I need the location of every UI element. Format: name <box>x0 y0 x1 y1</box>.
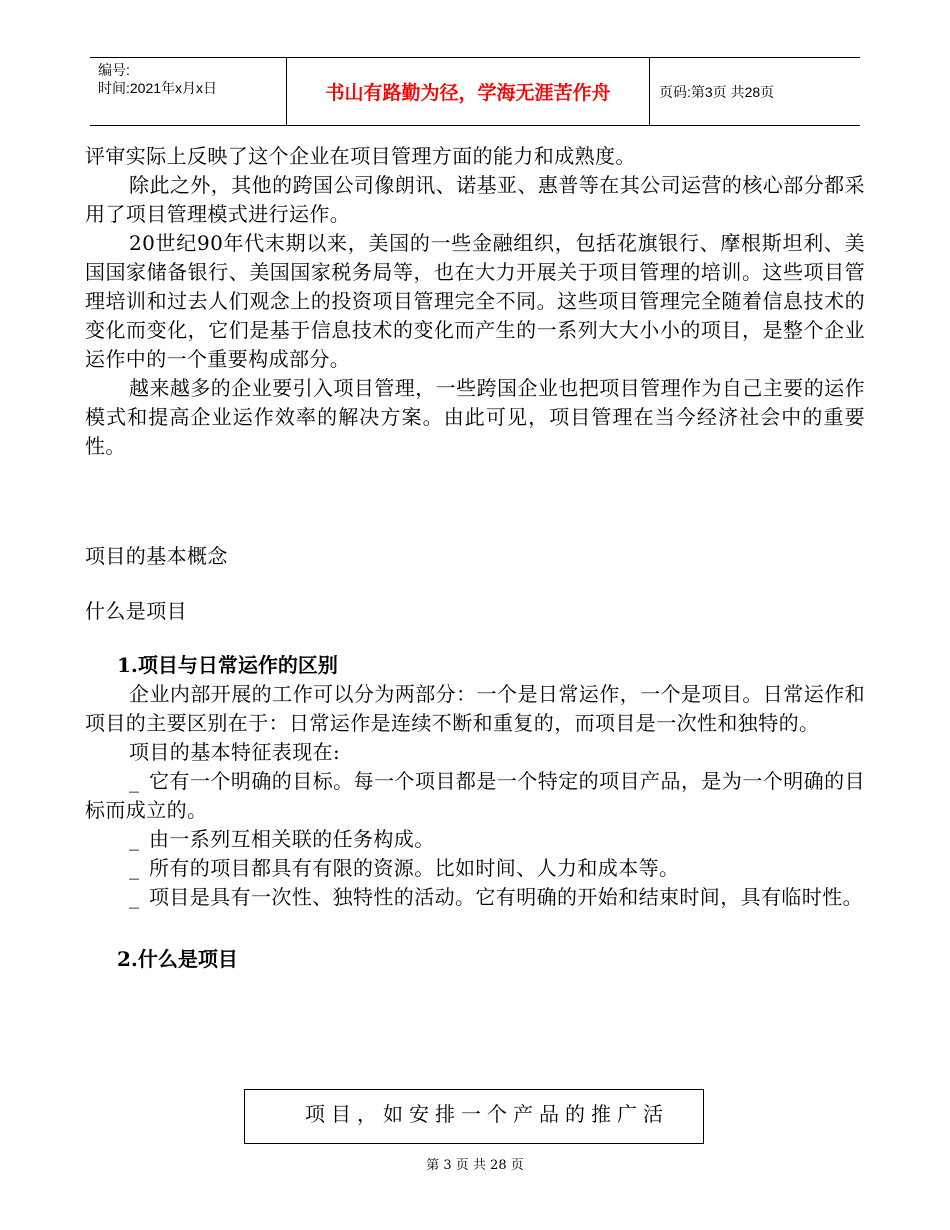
bullet-text: 它有一个明确的目标。每一个项目都是一个特定的项目产品，是为一个明确的目标而成立的。 <box>85 769 865 822</box>
paragraph: 越来越多的企业要引入项目管理，一些跨国企业也把项目管理作为自己主要的运作模式和提高企业运作效率的解决方案。由此可见，项目管理在当今经济社会中的重要性。 <box>85 376 865 458</box>
paragraph: 评审实际上反映了这个企业在项目管理方面的能力和成熟度。 <box>85 144 636 168</box>
page-header <box>90 57 860 126</box>
section-subtitle: 什么是项目 <box>85 599 187 623</box>
bullet-text: 项目是具有一次性、独特性的活动。它有明确的开始和结束时间，具有临时性。 <box>149 885 863 909</box>
number-label: 编号: <box>98 62 130 78</box>
bullet-text: 由一系列互相关联的任务构成。 <box>149 827 435 851</box>
paragraph: 20世纪90年代末期以来，美国的一些金融组织，包括花旗银行、摩根斯坦利、美国国家储备银行、美国国家税务局等，也在大力开展关于项目管理的培训。这些项目管理培训和过去人们观念上的投资项目管理完全不同。这些项目管理完全随着信息技术的变化而变化，它们是基于信息技术的变化而产生的一系列大大小小的项目，是整个企业运作中的一个重要构成部分。 <box>85 231 865 371</box>
page-footer: 第 3 页 共 28 页 <box>426 1158 524 1173</box>
heading-2: 2.什么是项目 <box>117 947 238 971</box>
time-label: 时间:2021年x月x日 <box>98 80 218 96</box>
heading-1: 1.项目与日常运作的区别 <box>117 653 338 677</box>
bullet-mark: _ <box>129 856 140 880</box>
paragraph: 项目的基本特征表现在: <box>129 740 341 764</box>
paragraph: 除此之外，其他的跨国公司像朗讯、诺基亚、惠普等在其公司运营的核心部分都采用了项目管理模式进行运作。 <box>85 173 865 226</box>
bullet-mark: _ <box>129 827 140 851</box>
bullet-mark: _ <box>129 769 140 793</box>
paragraph: 企业内部开展的工作可以分为两部分：一个是日常运作，一个是项目。日常运作和项目的主要区别在于：日常运作是连续不断和重复的，而项目是一次性和独特的。 <box>85 682 865 735</box>
header-page-info: 页码:第3页 共28页 <box>659 83 775 100</box>
header-meta <box>90 58 286 125</box>
bullet-item <box>85 854 865 883</box>
bullet-text: 所有的项目都具有有限的资源。比如时间、人力和成本等。 <box>149 856 680 880</box>
text-box: 项目，如安排一个产品的推广活 <box>244 1089 704 1144</box>
document-body <box>85 142 865 974</box>
bullet-item <box>85 767 865 825</box>
bullet-item <box>85 883 865 912</box>
bullet-mark: _ <box>129 885 140 909</box>
section-title: 项目的基本概念 <box>85 544 228 568</box>
bullet-item <box>85 825 865 854</box>
header-motto: 书山有路勤为径，学海无涯苦作舟 <box>286 58 650 125</box>
